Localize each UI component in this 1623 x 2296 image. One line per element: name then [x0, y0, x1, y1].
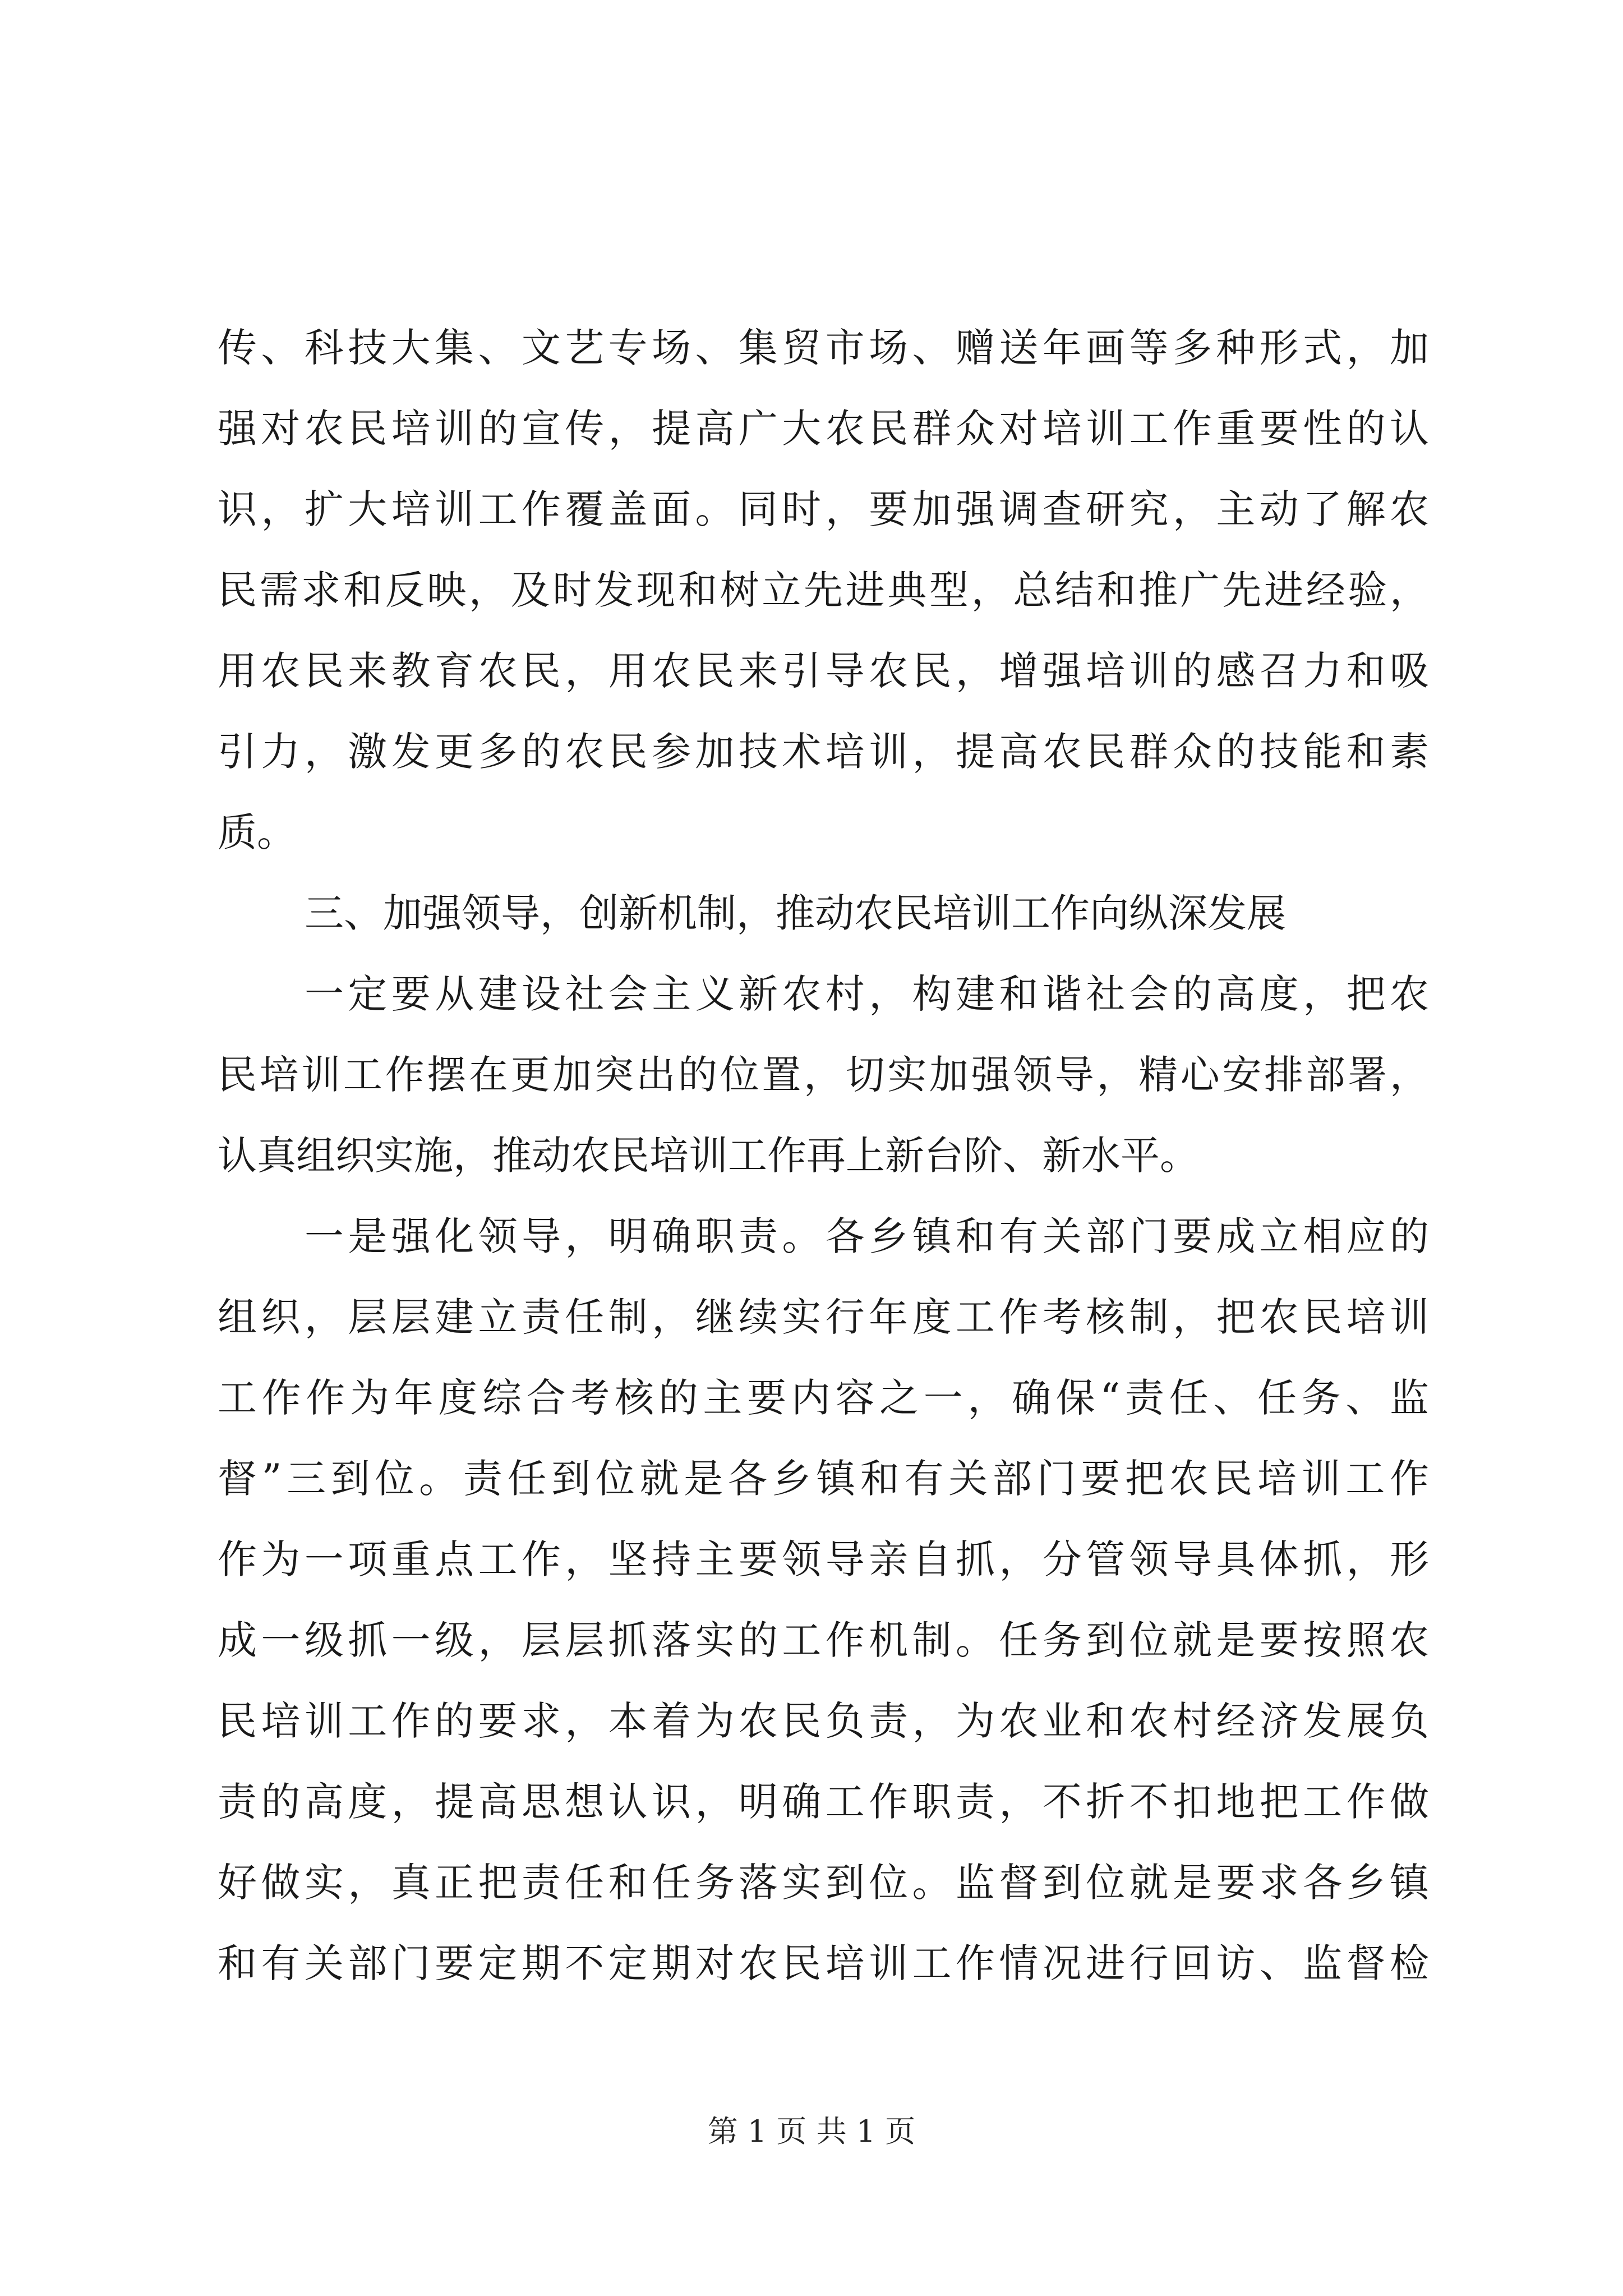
- text-line: 一定要从建设社会主义新农村，构建和谐社会的高度，把农: [305, 971, 1429, 1017]
- text-line: 组织，层层建立责任制，继续实行年度工作考核制，把农民培训: [218, 1294, 1429, 1340]
- section-heading: 三、加强领导，创新机制，推动农民培训工作向纵深发展: [305, 890, 1286, 936]
- text-line: 民培训工作摆在更加突出的位置，切实加强领导，精心安排部署，: [218, 1052, 1429, 1098]
- text-line: 督”三到位。责任到位就是各乡镇和有关部门要把农民培训工作: [218, 1456, 1429, 1502]
- text-line: 民需求和反映，及时发现和树立先进典型，总结和推广先进经验，: [218, 567, 1429, 613]
- text-line: 作为一项重点工作，坚持主要领导亲自抓，分管领导具体抓，形: [218, 1536, 1429, 1582]
- text-line: 用农民来教育农民，用农民来引导农民，增强培训的感召力和吸: [218, 648, 1429, 694]
- page-footer: 第 1 页 共 1 页: [707, 2114, 916, 2149]
- text-line: 民培训工作的要求，本着为农民负责，为农业和农村经济发展负: [218, 1698, 1429, 1744]
- document-body: [218, 307, 1429, 2004]
- text-line: 识，扩大培训工作覆盖面。同时，要加强调查研究，主动了解农: [218, 486, 1429, 532]
- text-line: 和有关部门要定期不定期对农民培训工作情况进行回访、监督检: [218, 1940, 1429, 1986]
- text-line: 责的高度，提高思想认识，明确工作职责，不折不扣地把工作做: [218, 1779, 1429, 1825]
- text-line: 质。: [218, 809, 296, 855]
- text-line: 认真组织实施，推动农民培训工作再上新台阶、新水平。: [218, 1133, 1199, 1179]
- text-line: 工作作为年度综合考核的主要内容之一，确保“责任、任务、监: [218, 1375, 1429, 1421]
- text-line: 引力，激发更多的农民参加技术培训，提高农民群众的技能和素: [218, 729, 1429, 775]
- text-line: 传、科技大集、文艺专场、集贸市场、赠送年画等多种形式，加: [218, 325, 1429, 371]
- text-line: 强对农民培训的宣传，提高广大农民群众对培训工作重要性的认: [218, 406, 1429, 452]
- text-line: 成一级抓一级，层层抓落实的工作机制。任务到位就是要按照农: [218, 1617, 1429, 1663]
- text-line: 一是强化领导，明确职责。各乡镇和有关部门要成立相应的: [305, 1213, 1429, 1259]
- text-line: 好做实，真正把责任和任务落实到位。监督到位就是要求各乡镇: [218, 1860, 1429, 1906]
